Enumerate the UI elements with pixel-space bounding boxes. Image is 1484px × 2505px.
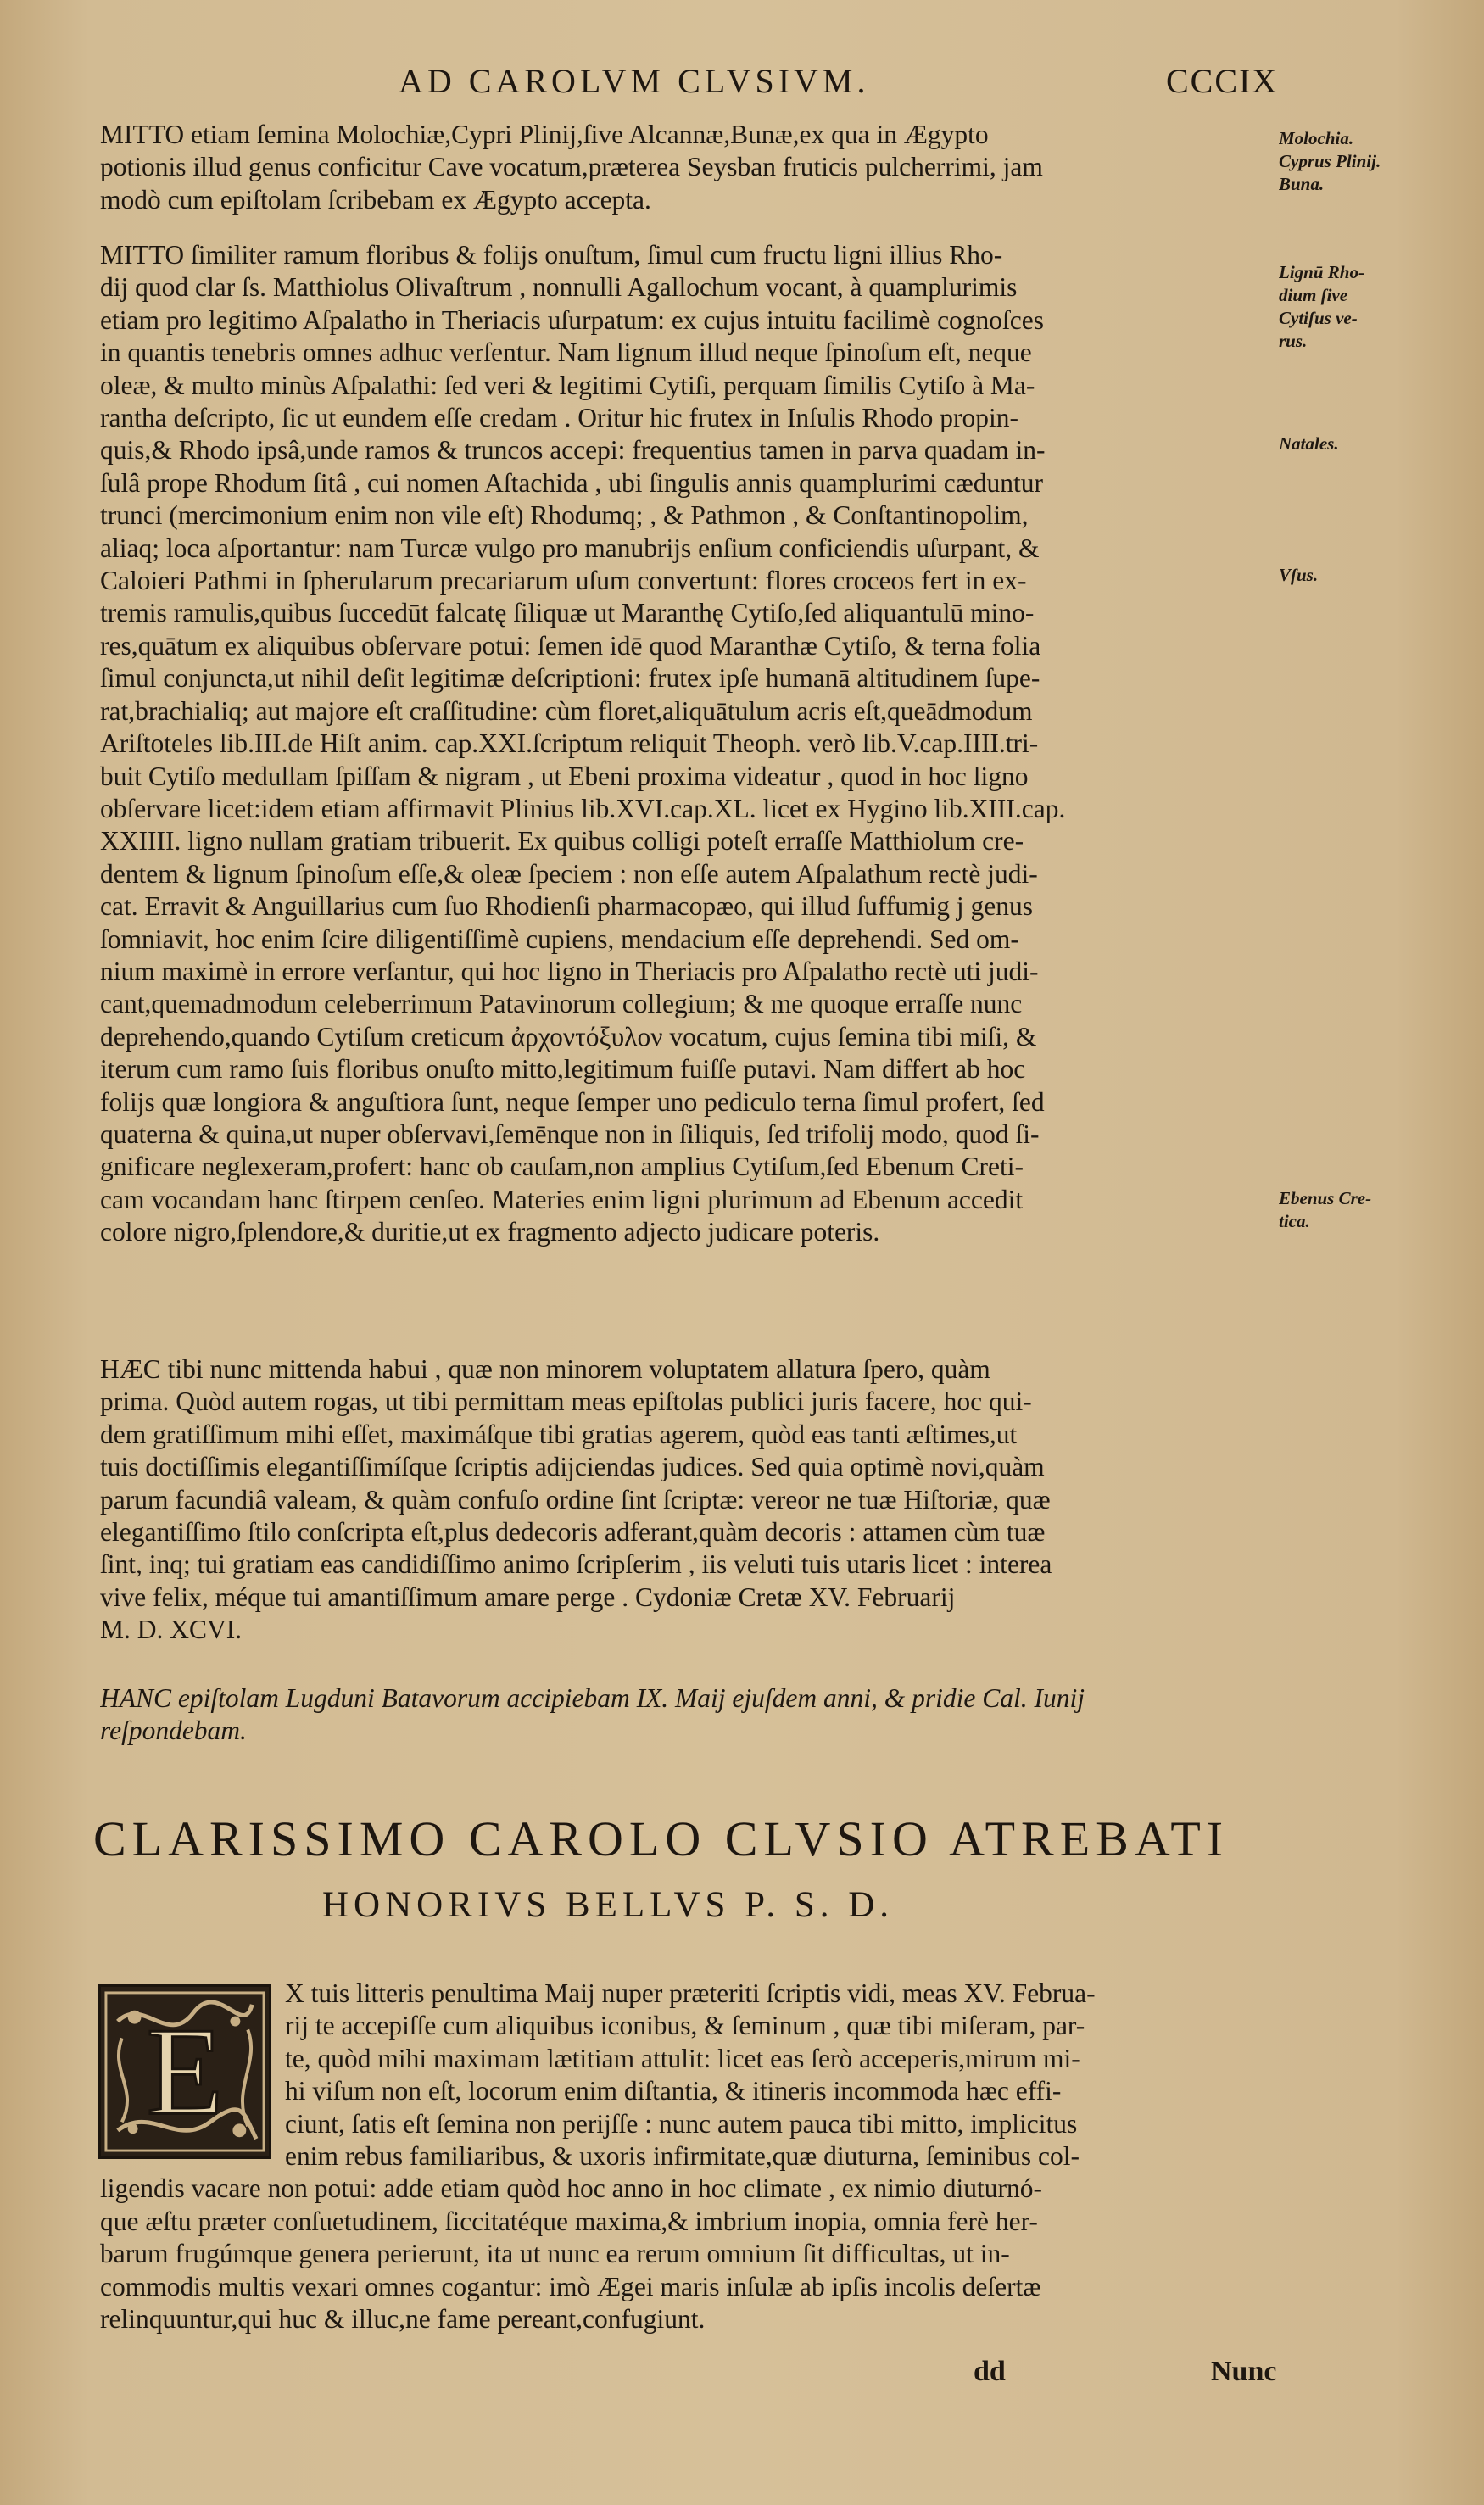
text-line: deprehendo,quando Cytiſum creticum ἀρχοντόξυλον vocatum, cujus ſemina tibi miſi, & — [100, 1021, 1037, 1052]
paragraph-lignum-rhodium — [100, 239, 1280, 1249]
text-line: rantha deſcripto, ſic ut eundem eſſe credam . Oritur hic frutex in Inſulis Rhodo propin- — [100, 403, 1018, 433]
text-line: iterum cum ramo ſuis floribus onuſto mitto,legitimum fuiſſe putavi. Nam differt ab hoc — [100, 1054, 1026, 1085]
text-line: que æſtu præter conſuetudinem, ſiccitatéque maxima,& imbrium inopia, omnia ferè her- — [100, 2206, 1038, 2236]
text-line: prima. Quòd autem rogas, ut tibi permittam meas epiſtolas publici juris facere, hoc qui- — [100, 1386, 1032, 1417]
text-line: Caloieri Pathmi in ſpherularum precariarum uſum convertunt: flores croceos fert in ex- — [100, 566, 1027, 596]
text-line: Ariſtoteles lib.III.de Hiſt anim. cap.XXI.ſcriptum reliquit Theoph. verò lib.V.cap.IIII.tri- — [100, 728, 1039, 759]
dropcap-letter: E — [146, 2002, 224, 2142]
margin-line: tica. — [1279, 1211, 1310, 1231]
text-line: tuis doctiſſimis elegantiſſimíſque ſcriptis adijciendas judices. Sed quia optimè novi,quàm — [100, 1452, 1045, 1482]
margin-note-molochia — [1279, 127, 1478, 196]
signature-mark: dd — [974, 2356, 1006, 2387]
text-line: relinquuntur,qui huc & illuc,ne fame pereant,confugiunt. — [100, 2304, 706, 2335]
text-line: enim rebus familiaribus, & uxoris infirmitate,quæ diuturna, ſeminibus col- — [285, 2141, 1080, 2172]
margin-note-usus — [1279, 564, 1478, 587]
margin-line: Molochia. — [1279, 128, 1354, 148]
text-line: nium maximè in errore verſantur, qui hoc ligno in Theriacis pro Aſpalatho rectè uti judi- — [100, 956, 1039, 986]
margin-line: Natales. — [1279, 433, 1339, 454]
margin-note-natales — [1279, 432, 1478, 455]
margin-line: Vſus. — [1279, 565, 1319, 585]
text-line: cat. Erravit & Anguillarius cum ſuo Rhodienſi pharmacopæo, qui illud ſuffumig j genus — [100, 891, 1034, 922]
text-line: res,quātum ex aliquibus obſervare potui: ſemen idē quod Maranthæ Cytiſo, & terna folia — [100, 630, 1041, 661]
text-line: MITTO etiam ſemina Molochiæ,Cypri Plinij,ſive Alcannæ,Bunæ,ex qua in Ægypto — [100, 120, 989, 149]
text-line: elegantiſſimo ſtilo conſcripta eſt,plus dedecoris adferant,quàm decoris : attamen cùm tuæ — [100, 1517, 1046, 1548]
text-line: HANC epiſtolam Lugduni Batavorum accipiebam IX. Maij ejuſdem anni, & pridie Cal. Iunij — [100, 1683, 1085, 1713]
margin-note-lignum — [1279, 261, 1478, 353]
text-line: barum frugúmque genera perierunt, ita ut nunc ea rerum omnium ſit difficultas, ut in- — [100, 2239, 1010, 2269]
margin-line: Cyprus Plinij. — [1279, 151, 1381, 171]
date-line: M. D. XCVI. — [100, 1615, 243, 1645]
text-line: tremis ramulis,quibus ſuccedūt falcatę ſiliquæ ut Maranthę Cytiſo,ſed aliquantulū mino- — [100, 598, 1035, 628]
receipt-note — [100, 1682, 1280, 1748]
text-line: dij quod clar ſs. Matthiolus Olivaſtrum , nonnulli Agallochum vocant, à quamplurimis — [100, 272, 1018, 303]
paragraph-molochia — [100, 119, 1280, 216]
text-line: reſpondebam. — [100, 1716, 247, 1746]
margin-line: Lignū Rho- — [1279, 262, 1364, 282]
text-line: XXIIII. ligno nullam gratiam tribuerit. Ex quibus colligi poteſt erraſſe Matthiolum cre- — [100, 826, 1024, 856]
text-line: cant,quemadmodum celeberrimum Patavinorum collegium; & me quoque erraſſe nunc — [100, 989, 1023, 1019]
text-line: folijs quæ longiora & anguſtiora ſunt, neque ſemper uno pediculo terna ſimul profert, ſed — [100, 1086, 1045, 1117]
text-line: quaterna & quina,ut nuper obſervavi,ſemēnque non in ſiliquis, ſed trifolij modo, quod ſi- — [100, 1119, 1040, 1149]
text-line: ciunt, ſatis eſt ſemina non perijſſe : nunc autem pauca tibi mitto, implicitus — [285, 2108, 1078, 2139]
text-line: HÆC tibi nunc mittenda habui , quæ non minorem voluptatem allatura ſpero, quàm — [100, 1354, 990, 1384]
text-line: potionis illud genus conficitur Cave vocatum,præterea Seysban fruticis pulcherrimi, jam — [100, 152, 1043, 182]
text-line: hi viſum non eſt, locorum enim diſtantia, & itineris incommoda hæc effi- — [285, 2076, 1062, 2106]
text-line: etiam pro legitimo Aſpalatho in Theriacis uſurpatum: ex cujus intuitu facilimè cognoſces — [100, 304, 1045, 335]
letter-heading: CLARISSIMO CAROLO CLVSIO ATREBATI — [93, 1811, 1230, 1866]
margin-note-ebenus — [1279, 1187, 1478, 1233]
text-line: obſervare licet:idem etiam affirmavit Plinius lib.XVI.cap.XL. licet ex Hygino lib.XIII.cap. — [100, 793, 1066, 823]
paragraph-closing-letter — [100, 1353, 1280, 1647]
text-line: parum facundiâ valeam, & quàm confuſo ordine ſint ſcriptæ: vereor ne tuæ Hiſtoriæ, quæ — [100, 1484, 1051, 1515]
letter-body — [100, 1978, 1280, 2335]
catchword: Nunc — [1211, 2356, 1277, 2387]
text-line: aliaq; loca aſportantur: nam Turcæ vulgo pro manubrijs enſium conficiendis uſurpant, & — [100, 533, 1040, 563]
text-line: gnificare neglexeram,profert: hanc ob cauſam,non amplius Cytiſum,ſed Ebenum Creti- — [100, 1152, 1024, 1182]
text-line: ſimul conjuncta,ut nihil deſit legitimæ deſcriptioni: frutex ipſe humanā altitudinem ſupe- — [100, 663, 1040, 694]
text-line: ligendis vacare non potui: adde etiam quòd hoc anno in hoc climate , ex nimio diuturnó- — [100, 2173, 1042, 2204]
text-line: ſint, inq; tui gratiam eas candidiſſimo animo ſcripſerim , iis veluti tuis utaris licet : interea — [100, 1549, 1052, 1580]
margin-line: Ebenus Cre- — [1279, 1188, 1372, 1208]
text-line: X tuis litteris penultima Maij nuper præteriti ſcriptis vidi, meas XV. Februa- — [285, 1978, 1096, 2008]
letter-subheading: HONORIVS BELLVS P. S. D. — [322, 1885, 895, 1925]
text-line: dentem & lignum ſpinoſum eſſe,& oleæ ſpeciem : non eſſe autem Aſpalathum rectè judi- — [100, 858, 1038, 889]
text-line: trunci (mercimonium enim non vile eſt) Rhodumq; , & Pathmon , & Conſtantinopolim, — [100, 500, 1029, 531]
text-line: oleæ, & multo minùs Aſpalathi: ſed veri & legitimi Cytiſi, perquam ſimilis Cytiſo à Ma- — [100, 370, 1035, 400]
text-line: modò cum epiſtolam ſcribebam ex Ægypto accepta. — [100, 184, 651, 215]
margin-line: dium ſive — [1279, 285, 1348, 305]
text-line: vive felix, méque tui amantiſſimum amare perge . Cydoniæ Cretæ XV. Februarij — [100, 1582, 956, 1612]
text-line: rij te accepiſſe cum aliquibus iconibus, & ſeminum , quæ tibi miſeram, par- — [285, 2011, 1085, 2041]
text-line: buit Cytiſo medullam ſpiſſam & nigram , ut Ebeni proxima videatur , quod in hoc ligno — [100, 761, 1029, 791]
text-line: colore nigro,ſplendore,& duritie,ut ex fragmento adjecto judicare poteris. — [100, 1217, 880, 1247]
text-line: ſulâ prope Rhodum ſitâ , cui nomen Aſtachida , ubi ſingulis annis quamplurimi cæduntur — [100, 467, 1043, 498]
text-line: in quantis tenebris omnes adhuc verſentur. Nam lignum illud neque ſpinoſum eſt, neque — [100, 338, 1032, 368]
margin-line: rus. — [1279, 331, 1308, 351]
text-line: ſomniavit, hoc enim ſcire diligentiſſimè cupiens, mendacium eſſe deprehendi. Sed om- — [100, 923, 1019, 954]
text-line: dem gratiſſimum mihi eſſet, maximáſque tibi gratias agerem, quòd eas tanti æſtimes,ut — [100, 1419, 1018, 1449]
text-line: commodis multis vexari omnes cogantur: imò Ægei maris inſulæ ab ipſis incolis deſertæ — [100, 2271, 1041, 2301]
margin-line: Buna. — [1279, 174, 1325, 194]
running-title: AD CAROLVM CLVSIVM. — [399, 62, 870, 100]
margin-line: Cytiſus ve- — [1279, 308, 1358, 328]
text-line: MITTO ſimiliter ramum floribus & folijs onuſtum, ſimul cum fructu ligni illius Rho- — [100, 240, 1003, 270]
folio-number: CCCIX — [1166, 62, 1279, 100]
text-line: cam vocandam hanc ſtirpem cenſeo. Materies enim ligni plurimum ad Ebenum accedit — [100, 1184, 1024, 1214]
text-line: rat,brachialiq; aut majore eſt craſſitudine: cùm floret,aliquātulum acris eſt,queādmodum — [100, 695, 1033, 726]
running-head — [0, 53, 1484, 120]
text-line: te, quòd mihi maximam lætitiam attulit: licet eas ſerò acceperis,mirum mi- — [285, 2043, 1080, 2073]
text-line: quis,& Rhodo ipsâ,unde ramos & truncos accepi: frequentius tamen in parva quadam in- — [100, 435, 1046, 466]
